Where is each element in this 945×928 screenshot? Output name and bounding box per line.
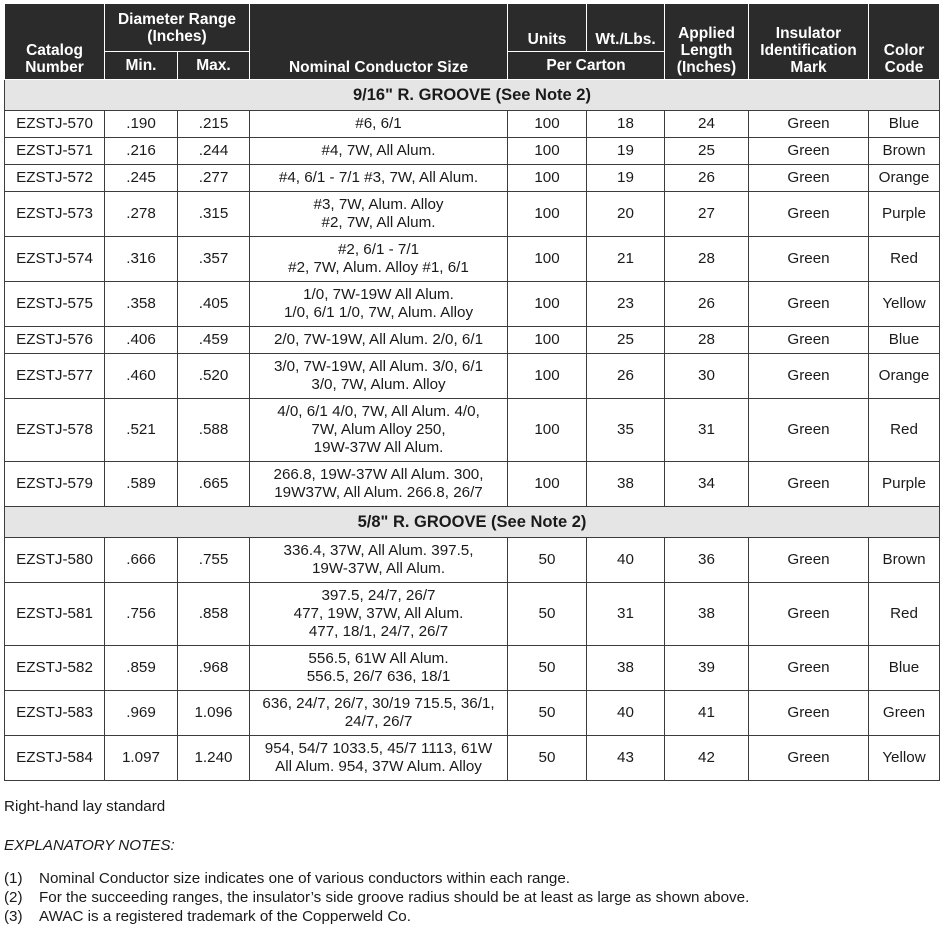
conductor-line: 556.5, 61W All Alum. xyxy=(308,650,449,667)
diameter-min-cell: .190 xyxy=(105,111,178,138)
lay-standard-text: Right-hand lay standard xyxy=(4,798,166,815)
color-code-cell: Purple xyxy=(869,192,940,237)
diameter-max-cell: .215 xyxy=(178,111,250,138)
diameter-max-cell: .755 xyxy=(178,538,250,583)
conductor-size-cell xyxy=(250,354,508,399)
header-units: Units xyxy=(508,4,587,52)
conductor-line: 477, 19W, 37W, All Alum. xyxy=(293,605,464,622)
table-row xyxy=(5,111,940,138)
conductor-size-cell xyxy=(250,165,508,192)
note-item: (1) Nominal Conductor size indicates one of various conductors within each range. xyxy=(4,870,571,887)
units-cell: 100 xyxy=(508,237,587,282)
catalog-number-cell: EZSTJ-578 xyxy=(5,399,105,462)
applied-length-cell: 26 xyxy=(665,165,749,192)
applied-length-cell: 34 xyxy=(665,462,749,507)
table-row xyxy=(5,354,940,399)
weight-cell: 38 xyxy=(587,646,665,691)
section-title: 9/16" R. GROOVE (See Note 2) xyxy=(5,80,940,111)
catalog-number-cell: EZSTJ-577 xyxy=(5,354,105,399)
diameter-min-cell: .969 xyxy=(105,691,178,736)
conductor-line: 4/0, 6/1 4/0, 7W, All Alum. 4/0, xyxy=(277,403,480,420)
color-code-cell: Orange xyxy=(869,165,940,192)
conductor-line: 3/0, 7W-19W, All Alum. 3/0, 6/1 xyxy=(273,358,484,375)
units-cell: 50 xyxy=(508,583,587,646)
note-item: (3) AWAC is a registered trademark of the Copperweld Co. xyxy=(4,908,411,925)
table-row xyxy=(5,165,940,192)
color-code-cell: Blue xyxy=(869,327,940,354)
weight-cell: 38 xyxy=(587,462,665,507)
units-cell: 100 xyxy=(508,111,587,138)
catalog-number-cell: EZSTJ-580 xyxy=(5,538,105,583)
conductor-size-cell xyxy=(250,282,508,327)
insulator-mark-cell: Green xyxy=(749,646,869,691)
insulator-mark-cell: Green xyxy=(749,736,869,781)
insulator-mark-cell: Green xyxy=(749,583,869,646)
applied-length-cell: 28 xyxy=(665,327,749,354)
applied-length-cell: 42 xyxy=(665,736,749,781)
applied-length-cell: 39 xyxy=(665,646,749,691)
applied-length-cell: 36 xyxy=(665,538,749,583)
section-title: 5/8" R. GROOVE (See Note 2) xyxy=(5,507,940,538)
conductor-line: 636, 24/7, 26/7, 30/19 715.5, 36/1, xyxy=(262,695,495,712)
conductor-line: 19W37W, All Alum. 266.8, 26/7 xyxy=(274,484,483,501)
units-cell: 100 xyxy=(508,327,587,354)
table-body xyxy=(5,80,940,781)
conductor-line: #2, 7W, Alum. Alloy #1, 6/1 xyxy=(288,259,469,276)
conductor-size-cell xyxy=(250,399,508,462)
diameter-min-cell: .460 xyxy=(105,354,178,399)
diameter-max-cell: .315 xyxy=(178,192,250,237)
conductor-size-cell xyxy=(250,538,508,583)
units-cell: 100 xyxy=(508,165,587,192)
conductor-line: 556.5, 26/7 636, 18/1 xyxy=(306,668,451,685)
conductor-size-cell xyxy=(250,192,508,237)
conductor-line: #6, 6/1 xyxy=(355,115,402,132)
insulator-mark-cell: Green xyxy=(749,111,869,138)
table-row xyxy=(5,736,940,781)
units-cell: 100 xyxy=(508,354,587,399)
conductor-line: 954, 54/7 1033.5, 45/7 1113, 61W xyxy=(264,740,493,757)
applied-length-cell: 28 xyxy=(665,237,749,282)
conductor-size-cell xyxy=(250,691,508,736)
conductor-size-cell xyxy=(250,462,508,507)
units-cell: 50 xyxy=(508,538,587,583)
applied-length-cell: 38 xyxy=(665,583,749,646)
units-cell: 100 xyxy=(508,282,587,327)
table-row xyxy=(5,399,940,462)
applied-length-cell: 26 xyxy=(665,282,749,327)
conductor-line: 477, 18/1, 24/7, 26/7 xyxy=(308,623,449,640)
catalog-number-cell: EZSTJ-570 xyxy=(5,111,105,138)
weight-cell: 21 xyxy=(587,237,665,282)
units-cell: 100 xyxy=(508,462,587,507)
catalog-number-cell: EZSTJ-583 xyxy=(5,691,105,736)
header-wt-lbs: Wt./Lbs. xyxy=(587,4,665,52)
color-code-cell: Blue xyxy=(869,111,940,138)
catalog-number-cell: EZSTJ-582 xyxy=(5,646,105,691)
catalog-number-cell: EZSTJ-579 xyxy=(5,462,105,507)
conductor-line: #2, 6/1 - 7/1 xyxy=(337,241,420,258)
diameter-max-cell: .244 xyxy=(178,138,250,165)
color-code-cell: Blue xyxy=(869,646,940,691)
insulator-mark-cell: Green xyxy=(749,354,869,399)
conductor-size-cell xyxy=(250,111,508,138)
color-code-cell: Brown xyxy=(869,138,940,165)
table-row xyxy=(5,538,940,583)
weight-cell: 43 xyxy=(587,736,665,781)
weight-cell: 40 xyxy=(587,691,665,736)
diameter-min-cell: 1.097 xyxy=(105,736,178,781)
conductor-line: 397.5, 24/7, 26/7 xyxy=(321,587,436,604)
color-code-cell: Brown xyxy=(869,538,940,583)
header-max: Max. xyxy=(178,52,250,80)
diameter-min-cell: .216 xyxy=(105,138,178,165)
table-row xyxy=(5,282,940,327)
header-applied-length: Applied Length (Inches) xyxy=(665,4,749,80)
header-min: Min. xyxy=(105,52,178,80)
table-row xyxy=(5,237,940,282)
diameter-min-cell: .358 xyxy=(105,282,178,327)
conductor-line: 3/0, 7W, Alum. Alloy xyxy=(311,376,446,393)
diameter-min-cell: .278 xyxy=(105,192,178,237)
table-row xyxy=(5,462,940,507)
insulator-mark-cell: Green xyxy=(749,691,869,736)
applied-length-cell: 41 xyxy=(665,691,749,736)
insulator-mark-cell: Green xyxy=(749,462,869,507)
insulator-mark-cell: Green xyxy=(749,165,869,192)
header-insulator-mark: Insulator Identification Mark xyxy=(749,4,869,80)
note-item: (2) For the succeeding ranges, the insulator’s side groove radius should be at least as large as shown above. xyxy=(4,889,750,906)
diameter-max-cell: .459 xyxy=(178,327,250,354)
color-code-cell: Yellow xyxy=(869,736,940,781)
header-color-code: Color Code xyxy=(869,4,940,80)
conductor-line: #4, 6/1 - 7/1 #3, 7W, All Alum. xyxy=(278,169,479,186)
catalog-number-cell: EZSTJ-575 xyxy=(5,282,105,327)
diameter-max-cell: 1.240 xyxy=(178,736,250,781)
conductor-line: 1/0, 7W-19W All Alum. xyxy=(303,286,454,303)
conductor-line: 24/7, 26/7 xyxy=(344,713,413,730)
diameter-max-cell: .520 xyxy=(178,354,250,399)
conductor-size-cell xyxy=(250,327,508,354)
insulator-mark-cell: Green xyxy=(749,399,869,462)
diameter-max-cell: .665 xyxy=(178,462,250,507)
header-nominal-conductor-size: Nominal Conductor Size xyxy=(250,4,508,80)
units-cell: 100 xyxy=(508,138,587,165)
weight-cell: 19 xyxy=(587,138,665,165)
applied-length-cell: 27 xyxy=(665,192,749,237)
color-code-cell: Red xyxy=(869,399,940,462)
weight-cell: 23 xyxy=(587,282,665,327)
conductor-line: #4, 7W, All Alum. xyxy=(321,142,436,159)
diameter-max-cell: .588 xyxy=(178,399,250,462)
weight-cell: 25 xyxy=(587,327,665,354)
diameter-min-cell: .859 xyxy=(105,646,178,691)
conductor-line: 2/0, 7W-19W, All Alum. 2/0, 6/1 xyxy=(273,331,484,348)
explanatory-notes-title: EXPLANATORY NOTES: xyxy=(4,837,175,854)
applied-length-cell: 30 xyxy=(665,354,749,399)
header-per-carton: Per Carton xyxy=(508,52,665,80)
conductor-line: #3, 7W, Alum. Alloy xyxy=(313,196,444,213)
color-code-cell: Purple xyxy=(869,462,940,507)
header-catalog-number: Catalog Number xyxy=(5,4,105,80)
weight-cell: 26 xyxy=(587,354,665,399)
conductor-line: 336.4, 37W, All Alum. 397.5, xyxy=(283,542,474,559)
table-row xyxy=(5,138,940,165)
table-row xyxy=(5,691,940,736)
diameter-max-cell: .277 xyxy=(178,165,250,192)
diameter-min-cell: .521 xyxy=(105,399,178,462)
diameter-max-cell: .968 xyxy=(178,646,250,691)
table-row xyxy=(5,583,940,646)
insulator-mark-cell: Green xyxy=(749,192,869,237)
conductor-line: 19W-37W, All Alum. xyxy=(311,560,446,577)
insulator-mark-cell: Green xyxy=(749,138,869,165)
conductor-line: 1/0, 6/1 1/0, 7W, Alum. Alloy xyxy=(283,304,474,321)
weight-cell: 35 xyxy=(587,399,665,462)
section-header-row xyxy=(5,507,940,538)
catalog-number-cell: EZSTJ-571 xyxy=(5,138,105,165)
diameter-max-cell: .357 xyxy=(178,237,250,282)
diameter-min-cell: .406 xyxy=(105,327,178,354)
color-code-cell: Green xyxy=(869,691,940,736)
insulator-mark-cell: Green xyxy=(749,237,869,282)
conductor-size-cell xyxy=(250,736,508,781)
applied-length-cell: 25 xyxy=(665,138,749,165)
table-header xyxy=(5,4,940,80)
color-code-cell: Red xyxy=(869,583,940,646)
insulator-mark-cell: Green xyxy=(749,327,869,354)
table-row xyxy=(5,646,940,691)
units-cell: 50 xyxy=(508,736,587,781)
conductor-size-cell xyxy=(250,138,508,165)
conductor-line: 266.8, 19W-37W All Alum. 300, xyxy=(273,466,484,483)
diameter-max-cell: .405 xyxy=(178,282,250,327)
catalog-number-cell: EZSTJ-581 xyxy=(5,583,105,646)
catalog-number-cell: EZSTJ-584 xyxy=(5,736,105,781)
units-cell: 50 xyxy=(508,691,587,736)
weight-cell: 31 xyxy=(587,583,665,646)
catalog-number-cell: EZSTJ-576 xyxy=(5,327,105,354)
applied-length-cell: 31 xyxy=(665,399,749,462)
conductor-line: 7W, Alum Alloy 250, xyxy=(311,421,446,438)
diameter-min-cell: .756 xyxy=(105,583,178,646)
diameter-min-cell: .666 xyxy=(105,538,178,583)
color-code-cell: Red xyxy=(869,237,940,282)
table-row xyxy=(5,327,940,354)
catalog-number-cell: EZSTJ-574 xyxy=(5,237,105,282)
weight-cell: 40 xyxy=(587,538,665,583)
color-code-cell: Yellow xyxy=(869,282,940,327)
weight-cell: 18 xyxy=(587,111,665,138)
conductor-line: #2, 7W, All Alum. xyxy=(321,214,436,231)
diameter-max-cell: .858 xyxy=(178,583,250,646)
diameter-min-cell: .245 xyxy=(105,165,178,192)
units-cell: 100 xyxy=(508,399,587,462)
color-code-cell: Orange xyxy=(869,354,940,399)
applied-length-cell: 24 xyxy=(665,111,749,138)
spec-table xyxy=(4,3,940,781)
catalog-number-cell: EZSTJ-572 xyxy=(5,165,105,192)
conductor-size-cell xyxy=(250,646,508,691)
weight-cell: 19 xyxy=(587,165,665,192)
diameter-min-cell: .589 xyxy=(105,462,178,507)
conductor-size-cell xyxy=(250,237,508,282)
table-row xyxy=(5,192,940,237)
units-cell: 100 xyxy=(508,192,587,237)
units-cell: 50 xyxy=(508,646,587,691)
diameter-max-cell: 1.096 xyxy=(178,691,250,736)
diameter-min-cell: .316 xyxy=(105,237,178,282)
insulator-mark-cell: Green xyxy=(749,538,869,583)
catalog-number-cell: EZSTJ-573 xyxy=(5,192,105,237)
header-diameter-range: Diameter Range (Inches) xyxy=(105,4,250,52)
section-header-row xyxy=(5,80,940,111)
conductor-size-cell xyxy=(250,583,508,646)
weight-cell: 20 xyxy=(587,192,665,237)
conductor-line: All Alum. 954, 37W Alum. Alloy xyxy=(275,758,482,775)
insulator-mark-cell: Green xyxy=(749,282,869,327)
conductor-line: 19W-37W All Alum. xyxy=(313,439,444,456)
